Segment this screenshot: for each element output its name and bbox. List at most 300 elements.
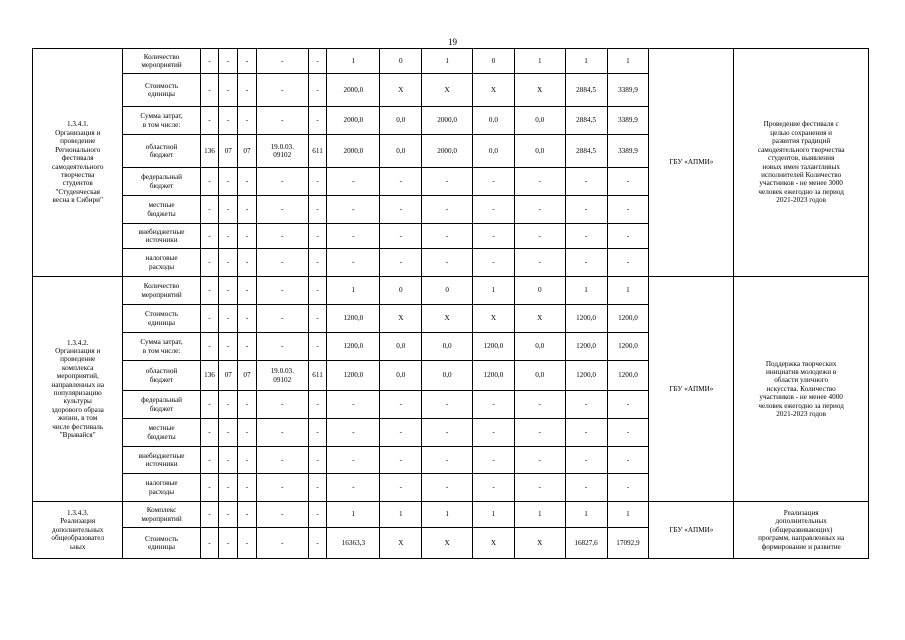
text-line: 1.3.4.2. bbox=[66, 338, 89, 347]
value-cell: - bbox=[472, 168, 514, 196]
value-cell: - bbox=[308, 49, 327, 74]
text-line: "Врывайся" bbox=[59, 431, 96, 440]
text-line: расходы bbox=[149, 487, 175, 496]
value-cell: - bbox=[256, 528, 308, 559]
text-line: Организация и bbox=[55, 128, 101, 137]
value-cell: - bbox=[219, 305, 238, 333]
text-line: Количество bbox=[143, 52, 180, 61]
indicator-cell bbox=[123, 249, 200, 277]
value-cell: 0,0 bbox=[514, 135, 565, 168]
value-cell: 2884,5 bbox=[565, 135, 607, 168]
value-cell: 1200,0 bbox=[607, 333, 649, 361]
value-cell: - bbox=[422, 196, 473, 224]
value-cell: - bbox=[514, 419, 565, 447]
value-cell: - bbox=[238, 196, 257, 224]
value-cell: 1200,0 bbox=[607, 305, 649, 333]
value-cell: 0,0 bbox=[472, 135, 514, 168]
text-line: человек ежегодно за период bbox=[758, 401, 844, 410]
value-cell: - bbox=[256, 474, 308, 502]
value-cell: - bbox=[327, 474, 380, 502]
value-cell: 07 bbox=[219, 135, 238, 168]
text-line: единицы bbox=[148, 318, 176, 327]
text-line: бюджет bbox=[149, 181, 174, 190]
text-line: целью сохранения и bbox=[770, 128, 833, 137]
value-cell: - bbox=[200, 305, 219, 333]
value-cell: - bbox=[327, 447, 380, 474]
value-cell: X bbox=[514, 74, 565, 107]
value-cell: - bbox=[327, 224, 380, 249]
value-cell: - bbox=[256, 502, 308, 528]
text-line: (общеразвивающих) bbox=[769, 525, 833, 534]
value-cell: - bbox=[607, 224, 649, 249]
value-cell: - bbox=[256, 196, 308, 224]
value-cell: 3389,9 bbox=[607, 74, 649, 107]
text-line: Реализация bbox=[60, 517, 96, 526]
value-cell: 1200,0 bbox=[565, 305, 607, 333]
value-cell: 1200,0 bbox=[472, 333, 514, 361]
value-cell: - bbox=[219, 419, 238, 447]
value-cell: 0,0 bbox=[514, 107, 565, 135]
value-cell: - bbox=[422, 249, 473, 277]
value-cell: - bbox=[256, 305, 308, 333]
text-line: искусства. Количество bbox=[766, 384, 836, 393]
value-cell: 611 bbox=[308, 361, 327, 391]
value-cell: - bbox=[238, 107, 257, 135]
value-cell: - bbox=[607, 168, 649, 196]
value-cell: - bbox=[565, 419, 607, 447]
value-cell: - bbox=[238, 333, 257, 361]
text-line: новых имен талантливых bbox=[762, 162, 840, 171]
value-cell: - bbox=[308, 447, 327, 474]
value-cell: - bbox=[565, 391, 607, 419]
measure-name-cell bbox=[33, 49, 123, 277]
value-cell: 1 bbox=[607, 49, 649, 74]
indicator-cell bbox=[123, 168, 200, 196]
text-line: Сумма затрат, bbox=[140, 112, 183, 121]
value-cell: - bbox=[380, 447, 422, 474]
value-cell: - bbox=[472, 224, 514, 249]
value-cell: - bbox=[422, 168, 473, 196]
value-cell: 611 bbox=[308, 135, 327, 168]
value-cell: X bbox=[422, 528, 473, 559]
value-cell: 2884,5 bbox=[565, 107, 607, 135]
value-cell: 1 bbox=[327, 49, 380, 74]
value-cell: - bbox=[238, 168, 257, 196]
text-line: областной bbox=[145, 142, 178, 151]
value-cell: - bbox=[565, 224, 607, 249]
value-cell: 0 bbox=[380, 277, 422, 305]
value-cell: 0,0 bbox=[422, 333, 473, 361]
value-cell: 16827,6 bbox=[565, 528, 607, 559]
expected-result-cell bbox=[734, 277, 869, 502]
value-cell: - bbox=[256, 74, 308, 107]
text-line: творчества bbox=[61, 170, 95, 179]
value-cell: 136 bbox=[200, 135, 219, 168]
value-cell: - bbox=[256, 391, 308, 419]
text-line: Поддержка творческих bbox=[765, 359, 837, 368]
value-cell: - bbox=[219, 502, 238, 528]
text-line: областной bbox=[145, 367, 178, 376]
value-cell: - bbox=[565, 196, 607, 224]
text-line: внебюджетные bbox=[138, 227, 185, 236]
value-cell: - bbox=[422, 447, 473, 474]
value-cell: - bbox=[308, 474, 327, 502]
text-line: студентов bbox=[62, 179, 93, 188]
value-cell: - bbox=[422, 474, 473, 502]
value-cell: 1200,0 bbox=[565, 333, 607, 361]
text-line: человек ежегодно за период bbox=[758, 187, 844, 196]
value-cell: - bbox=[238, 74, 257, 107]
value-cell: - bbox=[327, 168, 380, 196]
value-cell: 0,0 bbox=[380, 107, 422, 135]
text-line: 2021-2023 годов bbox=[776, 410, 827, 419]
value-cell: 1 bbox=[565, 277, 607, 305]
indicator-cell bbox=[123, 447, 200, 474]
value-cell: 0,0 bbox=[380, 135, 422, 168]
value-cell: 1 bbox=[422, 502, 473, 528]
text-line: бюджет bbox=[149, 151, 174, 159]
value-cell: - bbox=[380, 168, 422, 196]
value-cell: - bbox=[380, 224, 422, 249]
value-cell: - bbox=[256, 249, 308, 277]
text-line: ьных bbox=[69, 542, 86, 551]
value-cell: 07 bbox=[219, 361, 238, 391]
executor-cell: ГБУ «АПМИ» bbox=[649, 49, 734, 277]
value-cell: 07 bbox=[238, 135, 257, 168]
value-cell: - bbox=[200, 74, 219, 107]
value-cell: - bbox=[565, 474, 607, 502]
value-cell: X bbox=[380, 305, 422, 333]
value-cell: - bbox=[200, 168, 219, 196]
value-cell: 1 bbox=[514, 502, 565, 528]
value-cell: 0,0 bbox=[514, 333, 565, 361]
value-cell: - bbox=[327, 249, 380, 277]
text-line: участников - не менее 4000 bbox=[759, 393, 843, 402]
indicator-cell bbox=[123, 49, 200, 74]
value-cell: - bbox=[422, 391, 473, 419]
measure-name-cell bbox=[33, 502, 123, 559]
value-cell: 0 bbox=[422, 277, 473, 305]
value-cell: - bbox=[238, 447, 257, 474]
text-line: федеральный bbox=[141, 173, 182, 182]
value-cell: - bbox=[565, 447, 607, 474]
value-cell: - bbox=[219, 528, 238, 559]
value-cell: 136 bbox=[200, 361, 219, 391]
value-cell: - bbox=[472, 391, 514, 419]
text-line: популяризацию bbox=[53, 389, 102, 397]
value-cell: - bbox=[327, 391, 380, 419]
value-cell: 0 bbox=[472, 49, 514, 74]
indicator-cell bbox=[123, 277, 200, 305]
value-cell: - bbox=[256, 107, 308, 135]
value-cell: X bbox=[472, 74, 514, 107]
text-line: жизни, в том bbox=[58, 414, 98, 423]
value-cell: 1 bbox=[472, 502, 514, 528]
indicator-cell bbox=[123, 502, 200, 528]
text-line: расходы bbox=[149, 262, 175, 271]
value-cell: 1 bbox=[380, 502, 422, 528]
value-cell: 1 bbox=[607, 277, 649, 305]
value-cell: 1 bbox=[327, 277, 380, 305]
value-cell: 0,0 bbox=[380, 361, 422, 391]
text-line: бюджеты bbox=[147, 432, 176, 441]
text-line: в том числе: bbox=[142, 346, 181, 355]
value-cell: 0,0 bbox=[514, 361, 565, 391]
text-line: бюджет bbox=[149, 375, 174, 384]
text-line: местные bbox=[148, 424, 175, 433]
text-line: "Студенческая bbox=[55, 187, 100, 196]
indicator-cell bbox=[123, 528, 200, 559]
value-cell: - bbox=[256, 447, 308, 474]
value-cell: - bbox=[607, 391, 649, 419]
value-cell: - bbox=[219, 49, 238, 74]
text-line: дополнительных bbox=[52, 525, 104, 534]
value-cell: - bbox=[256, 277, 308, 305]
value-cell: 1 bbox=[472, 277, 514, 305]
value-cell: - bbox=[380, 391, 422, 419]
value-cell: 2000,0 bbox=[422, 135, 473, 168]
value-cell: - bbox=[200, 391, 219, 419]
text-line: Комплекс bbox=[146, 506, 177, 515]
value-cell: - bbox=[219, 249, 238, 277]
value-cell: - bbox=[472, 419, 514, 447]
value-cell: 2000,0 bbox=[327, 74, 380, 107]
text-line: налоговые bbox=[145, 254, 178, 263]
value-cell: 17092,9 bbox=[607, 528, 649, 559]
value-cell: - bbox=[380, 249, 422, 277]
text-line: 1.3.4.3. bbox=[66, 508, 89, 517]
value-cell: 07 bbox=[238, 361, 257, 391]
value-cell: - bbox=[607, 447, 649, 474]
value-cell: 16363,3 bbox=[327, 528, 380, 559]
value-cell: - bbox=[308, 391, 327, 419]
value-cell: - bbox=[308, 419, 327, 447]
indicator-cell bbox=[123, 196, 200, 224]
value-cell: 1 bbox=[565, 49, 607, 74]
value-cell: - bbox=[308, 333, 327, 361]
text-line: проведение bbox=[60, 137, 96, 146]
value-cell: - bbox=[607, 249, 649, 277]
value-cell: X bbox=[422, 305, 473, 333]
text-line: участников - не менее 3000 bbox=[759, 179, 843, 188]
value-cell: - bbox=[472, 474, 514, 502]
text-line: мероприятий bbox=[141, 514, 182, 523]
value-cell: - bbox=[472, 196, 514, 224]
value-cell: - bbox=[200, 502, 219, 528]
text-line: единицы bbox=[148, 543, 176, 551]
value-cell: - bbox=[308, 196, 327, 224]
indicator-cell bbox=[123, 107, 200, 135]
value-cell: - bbox=[256, 333, 308, 361]
value-cell: 1 bbox=[514, 49, 565, 74]
value-cell: - bbox=[219, 224, 238, 249]
indicator-cell bbox=[123, 474, 200, 502]
text-line: культуры bbox=[63, 397, 92, 406]
value-cell: 0,0 bbox=[380, 333, 422, 361]
value-cell: 19.0.03. 09102 bbox=[256, 135, 308, 168]
value-cell: - bbox=[380, 419, 422, 447]
text-line: исполнителей Количество bbox=[761, 170, 842, 179]
value-cell: - bbox=[200, 196, 219, 224]
value-cell: - bbox=[308, 107, 327, 135]
value-cell: - bbox=[219, 333, 238, 361]
value-cell: - bbox=[472, 249, 514, 277]
text-line: области уличного bbox=[774, 376, 829, 385]
value-cell: 1200,0 bbox=[472, 361, 514, 391]
value-cell: - bbox=[256, 224, 308, 249]
value-cell: - bbox=[422, 224, 473, 249]
text-line: 1.3.4.1. bbox=[66, 120, 89, 129]
value-cell: - bbox=[200, 474, 219, 502]
value-cell: - bbox=[256, 168, 308, 196]
text-line: источники bbox=[145, 236, 178, 244]
value-cell: 2000,0 bbox=[327, 135, 380, 168]
text-line: программ, направленных на bbox=[758, 534, 845, 543]
value-cell: - bbox=[238, 419, 257, 447]
value-cell: - bbox=[607, 419, 649, 447]
text-line: весна в Сибири" bbox=[52, 196, 103, 205]
value-cell: - bbox=[327, 196, 380, 224]
value-cell: - bbox=[472, 447, 514, 474]
text-line: проведение bbox=[60, 355, 96, 364]
value-cell: X bbox=[514, 305, 565, 333]
value-cell: 1 bbox=[565, 502, 607, 528]
value-cell: - bbox=[565, 168, 607, 196]
text-line: Количество bbox=[143, 282, 180, 291]
indicator-cell bbox=[123, 135, 200, 168]
text-line: Стоимость bbox=[144, 310, 179, 319]
value-cell: - bbox=[308, 277, 327, 305]
value-cell: - bbox=[308, 224, 327, 249]
value-cell: - bbox=[219, 196, 238, 224]
value-cell: - bbox=[256, 419, 308, 447]
page-number: 19 bbox=[448, 37, 457, 47]
indicator-cell bbox=[123, 361, 200, 391]
value-cell: - bbox=[514, 447, 565, 474]
text-line: числе фестиваль bbox=[52, 422, 104, 431]
value-cell: - bbox=[200, 528, 219, 559]
indicator-cell bbox=[123, 419, 200, 447]
value-cell: - bbox=[308, 249, 327, 277]
value-cell: 2884,5 bbox=[565, 74, 607, 107]
text-line: мероприятий bbox=[141, 61, 182, 69]
value-cell: - bbox=[308, 74, 327, 107]
value-cell: X bbox=[422, 74, 473, 107]
value-cell: - bbox=[514, 391, 565, 419]
value-cell: - bbox=[200, 277, 219, 305]
value-cell: 1200,0 bbox=[327, 333, 380, 361]
table-row bbox=[33, 502, 869, 528]
value-cell: X bbox=[514, 528, 565, 559]
table-row bbox=[33, 49, 869, 74]
value-cell: - bbox=[327, 419, 380, 447]
value-cell: - bbox=[238, 49, 257, 74]
value-cell: 0,0 bbox=[422, 361, 473, 391]
indicator-cell bbox=[123, 333, 200, 361]
text-line: Проведение фестиваля с bbox=[763, 120, 839, 129]
value-cell: - bbox=[238, 474, 257, 502]
value-cell: 0,0 bbox=[472, 107, 514, 135]
value-cell: - bbox=[219, 107, 238, 135]
text-line: в том числе: bbox=[142, 120, 181, 129]
value-cell: - bbox=[308, 168, 327, 196]
value-cell: 1 bbox=[607, 502, 649, 528]
value-cell: 1 bbox=[327, 502, 380, 528]
value-cell: - bbox=[200, 49, 219, 74]
text-line: самодеятельного творчества bbox=[757, 145, 845, 154]
executor-cell: ГБУ «АПМИ» bbox=[649, 502, 734, 559]
text-line: развития традиций bbox=[772, 137, 831, 146]
indicator-cell bbox=[123, 224, 200, 249]
value-cell: 0 bbox=[514, 277, 565, 305]
value-cell: - bbox=[219, 168, 238, 196]
measure-name-cell bbox=[33, 277, 123, 502]
value-cell: X bbox=[472, 305, 514, 333]
text-line: мероприятий bbox=[141, 290, 182, 299]
budget-table bbox=[32, 48, 869, 559]
text-line: мероприятий, bbox=[56, 372, 99, 381]
expected-result-cell bbox=[734, 49, 869, 277]
value-cell: - bbox=[238, 249, 257, 277]
indicator-cell bbox=[123, 391, 200, 419]
text-line: местные bbox=[148, 201, 175, 210]
value-cell: - bbox=[238, 528, 257, 559]
value-cell: - bbox=[200, 249, 219, 277]
text-line: общеобразовател bbox=[51, 534, 105, 543]
value-cell: - bbox=[422, 419, 473, 447]
value-cell: - bbox=[514, 474, 565, 502]
value-cell: 3389,9 bbox=[607, 135, 649, 168]
value-cell: - bbox=[238, 502, 257, 528]
text-line: единицы bbox=[148, 90, 176, 98]
value-cell: 1200,0 bbox=[607, 361, 649, 391]
text-line: Регионального bbox=[55, 145, 101, 154]
text-line: источники bbox=[145, 460, 178, 468]
value-cell: - bbox=[238, 277, 257, 305]
value-cell: 0 bbox=[380, 49, 422, 74]
value-cell: - bbox=[514, 224, 565, 249]
text-line: Стоимость bbox=[144, 81, 179, 90]
executor-cell: ГБУ «АПМИ» bbox=[649, 277, 734, 502]
value-cell: - bbox=[200, 447, 219, 474]
value-cell: - bbox=[380, 196, 422, 224]
value-cell: - bbox=[219, 474, 238, 502]
value-cell: - bbox=[238, 391, 257, 419]
indicator-cell bbox=[123, 74, 200, 107]
value-cell: 2000,0 bbox=[422, 107, 473, 135]
text-line: самодеятельного bbox=[51, 162, 104, 171]
text-line: Стоимость bbox=[144, 534, 179, 543]
value-cell: - bbox=[238, 305, 257, 333]
text-line: фестиваля bbox=[61, 154, 94, 163]
table-row bbox=[33, 277, 869, 305]
value-cell: - bbox=[219, 447, 238, 474]
text-line: дополнительных bbox=[775, 517, 827, 526]
value-cell: 1200,0 bbox=[327, 305, 380, 333]
value-cell: - bbox=[514, 196, 565, 224]
value-cell: - bbox=[514, 249, 565, 277]
text-line: 2021-2023 годов bbox=[776, 196, 827, 205]
value-cell: X bbox=[380, 74, 422, 107]
text-line: Реализация bbox=[783, 508, 819, 517]
value-cell: - bbox=[308, 528, 327, 559]
value-cell: - bbox=[219, 391, 238, 419]
text-line: Сумма затрат, bbox=[140, 338, 183, 347]
table-body bbox=[33, 49, 869, 559]
value-cell: - bbox=[380, 474, 422, 502]
value-cell: - bbox=[607, 474, 649, 502]
value-cell: 1 bbox=[422, 49, 473, 74]
